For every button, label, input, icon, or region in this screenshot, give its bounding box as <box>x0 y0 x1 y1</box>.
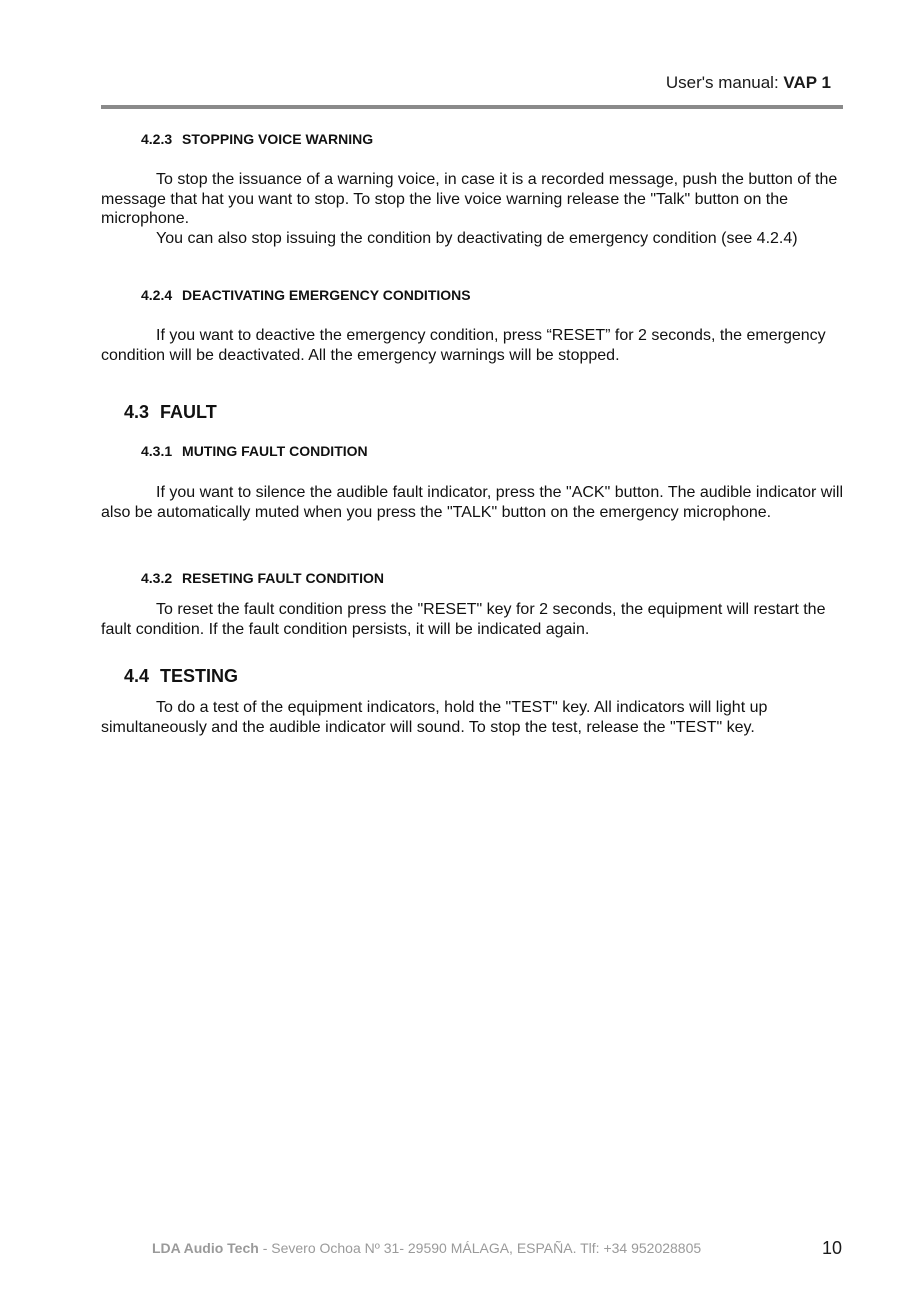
header-product: VAP 1 <box>783 73 831 92</box>
heading-number: 4.3.2 <box>141 570 173 586</box>
heading-number: 4.2.4 <box>141 287 173 303</box>
heading-title: MUTING FAULT CONDITION <box>182 443 368 459</box>
header-prefix: User's manual: <box>665 73 779 92</box>
page-header <box>666 73 831 93</box>
paragraph-4-3-2: To reset the fault condition press the "RESET" key for 2 seconds, the equipment will restart the fault condition. If the fault condition persists, it will be indicated again. <box>101 601 826 638</box>
paragraph-4-2-3-b: You can also stop issuing the condition by deactivating de emergency condition (see 4.2.4) <box>156 230 798 247</box>
heading-title: TESTING <box>160 666 239 686</box>
heading-title: DEACTIVATING EMERGENCY CONDITIONS <box>182 287 471 303</box>
paragraph-4-3-1: If you want to silence the audible fault indicator, press the "ACK" button. The audible indicator will also be automatically muted when you press the "TALK" button on the emergency microphone. <box>101 484 844 521</box>
heading-number: 4.4 <box>124 666 150 686</box>
paragraph-4-4: To do a test of the equipment indicators, hold the "TEST" key. All indicators will light up simultaneously and the audible indicator will sound. To stop the test, release the "TEST" key. <box>101 699 768 736</box>
page-number: 10 <box>821 1238 842 1258</box>
footer-address: - Severo Ochoa Nº 31- 29590 MÁLAGA, ESPAÑA. Tlf: +34 952028805 <box>258 1240 702 1256</box>
heading-4-3 <box>124 402 217 423</box>
heading-number: 4.2.3 <box>141 131 173 147</box>
heading-title: RESETING FAULT CONDITION <box>182 570 384 586</box>
page-footer <box>152 1240 701 1256</box>
heading-number: 4.3 <box>124 402 150 422</box>
paragraph-4-2-4: If you want to deactive the emergency condition, press “RESET” for 2 seconds, the emergency condition will be deactivated. All the emergency warnings will be stopped. <box>101 327 826 364</box>
heading-number: 4.3.1 <box>141 443 173 459</box>
footer-company: LDA Audio Tech <box>152 1240 259 1256</box>
heading-4-3-1 <box>141 443 368 459</box>
heading-title: STOPPING VOICE WARNING <box>182 131 374 147</box>
heading-4-4 <box>124 666 238 687</box>
heading-title: FAULT <box>160 402 217 422</box>
heading-4-2-4 <box>141 287 471 303</box>
paragraph-4-2-3-a: To stop the issuance of a warning voice, in case it is a recorded message, push the button of the message that hat you want to stop. To stop the live voice warning release the "Talk" button on the microphone. <box>101 171 838 227</box>
header-divider <box>101 105 843 109</box>
heading-4-3-2 <box>141 570 384 586</box>
heading-4-2-3 <box>141 131 373 147</box>
